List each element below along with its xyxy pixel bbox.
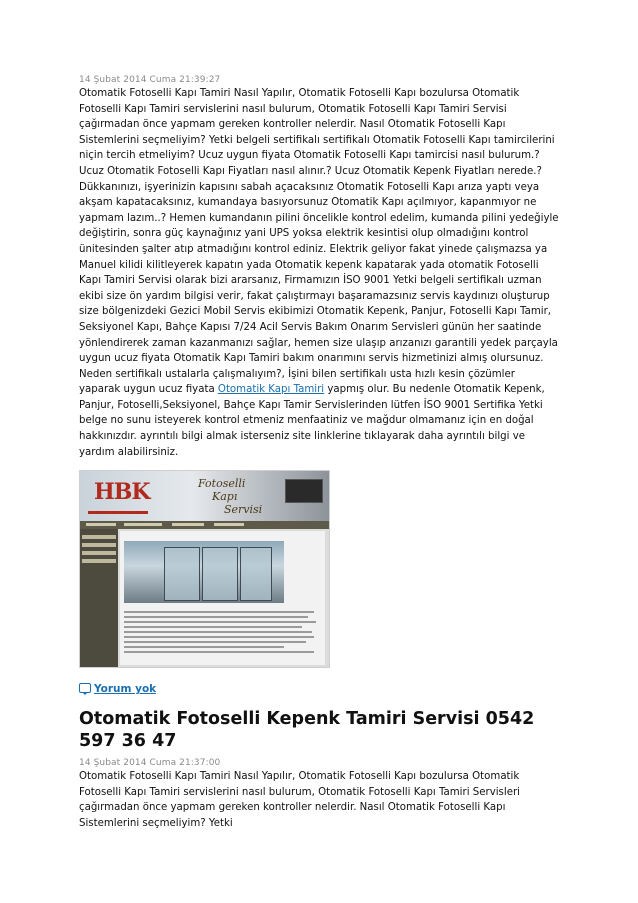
comments-label[interactable]: Yorum yok: [94, 683, 157, 696]
post-body-2: Otomatik Fotoselli Kapı Tamiri Nasıl Yapılır, Otomatik Fotoselli Kapı bozulursa Otomatik Fotoselli Kapı Tamiri servislerini nasıl bulurum, Otomatik Fotoselli Kapı Tamiri Servisleri çağırmadan önce yapmam gereken kontroller nelerdir. Nasıl Otomatik Fotoselli Kapı Sistemlerini seçmeliyim? Yetki: [79, 771, 520, 830]
post-date-2: 14 Şubat 2014 Cuma 21:37:00: [79, 758, 221, 769]
image-nav-bar: [80, 521, 329, 529]
comment-icon: [79, 683, 91, 693]
post-body: [79, 86, 559, 460]
otomatik-kapi-tamiri-link[interactable]: Otomatik Kapı Tamiri: [217, 384, 325, 396]
hbk-logo: HBK: [94, 479, 150, 506]
logo-underline: [88, 511, 148, 514]
glass-door-photo: [124, 541, 284, 603]
image-site-header: [80, 471, 329, 521]
comments-link[interactable]: [79, 682, 559, 696]
brand-line-1: Fotoselli: [198, 477, 246, 491]
post-title[interactable]: Otomatik Fotoselli Kepenk Tamiri Servisi 0542 597 36 47: [79, 709, 535, 752]
image-content: [120, 531, 325, 665]
post-body-text-before-link: Otomatik Fotoselli Kapı Tamiri Nasıl Yapılır, Otomatik Fotoselli Kapı bozulursa Otomatik Fotoselli Kapı Tamiri servislerini nasıl bulurum, Otomatik Fotoselli Kapı Tamiri Servisi çağırmadan önce yapmam gereken kontroller nelerdir. Nasıl Otomatik Fotoselli Kapı Sistemlerini seçmeliyim? Yetki belgeli sertifikalı sertifikalı Otomatik Fotoselli Kapı tamircilerini niçin tercih etmeliyim? Ucuz uygun fiyata Otomatik Fotoselli Kapı tamircisi nasıl bulurum.? Ucuz Otomatik Fotoselli Kapı Fiyatları nasıl alınır.? Ucuz Otomatik Kepenk Fiyatları nerede.? Dükkanınızı, işyerinizin kapısını sabah açacaksınız Otomatik Fotoselli Kapı arıza yaptı veya akşam kapatacaksınız, kumandaya basıyorsunuz Otomatik Kapı açılmıyor, kapanmıyor ne yapmam lazım..? Hemen kumandanın pilini öncelikle kontrol edelim, kumanda pilini yedeğiyle değiştirin, sonra güç kaynağınız yani UPS yoksa elektrik kesintisi olup olmadığını kontrol ünitesinden şalter atıp atmadığını kontrol ediniz. Elektrik geliyor fakat yinede çalışmazsa ya Manuel kilidi kilitleyerek kapatın yada Otomatik kepenk kapatarak yada otomatik Fotoselli Kapı Tamiri Servisi olarak bizi ararsanız, Firmamızın İSO 9001 Yetki belgeli sertifikalı uzman ekibi size ön yardım bilgisi verir, fakat çalıştırmayı başaramazsınız servis kaydınızı oluşturup size bölgenizdeki Gezici Mobil Servis ekibimizi Otomatik Kepenk, Panjur, Fotoselli Kapı Tamir, Seksiyonel Kapı, Bahçe Kapısı 7/24 Acil Servis Bakım Onarım Servisleri günün her saatinde yönlendirerek zaman kazanmanızı sağlar, hemen size ulaşıp arızanızı garantili yedek parçayla uygun ucuz fiyata Otomatik Kapı Tamiri bakım onarımını servis hizmetinizi almış olursunuz. Neden sertifikalı ustalarla çalışmalıyım?, İşini bilen sertifikalı usta hızlı kesin çözümler yaparak uygun ucuz fiyata: [79, 88, 559, 396]
image-sidebar: [80, 529, 118, 667]
brand-line-2: Kapı: [212, 490, 238, 504]
post-image[interactable]: [79, 470, 330, 668]
phone-badge: [285, 479, 323, 503]
post-body-text-after-link: yapmış olur. Bu nedenle Otomatik Kepenk, Panjur, Fotoselli,Seksiyonel, Bahçe Kapı Tamir Servislerinden lütfen İSO 9001 Sertifika Yetki belge no sunu isteyerek kontrol etmeniz menfaatiniz ve mağdur olmamanız için en doğal hakkınızdır. ayrıntılı bilgi almak isterseniz site linklerine tıklayarak daha ayrıntılı bilgi ve yardım alabilirsiniz.: [79, 384, 545, 458]
image-brand-text: [198, 477, 262, 516]
blog-page: [79, 74, 559, 832]
brand-line-3: Servisi: [224, 503, 263, 517]
post-date: 14 Şubat 2014 Cuma 21:39:27: [79, 75, 221, 85]
